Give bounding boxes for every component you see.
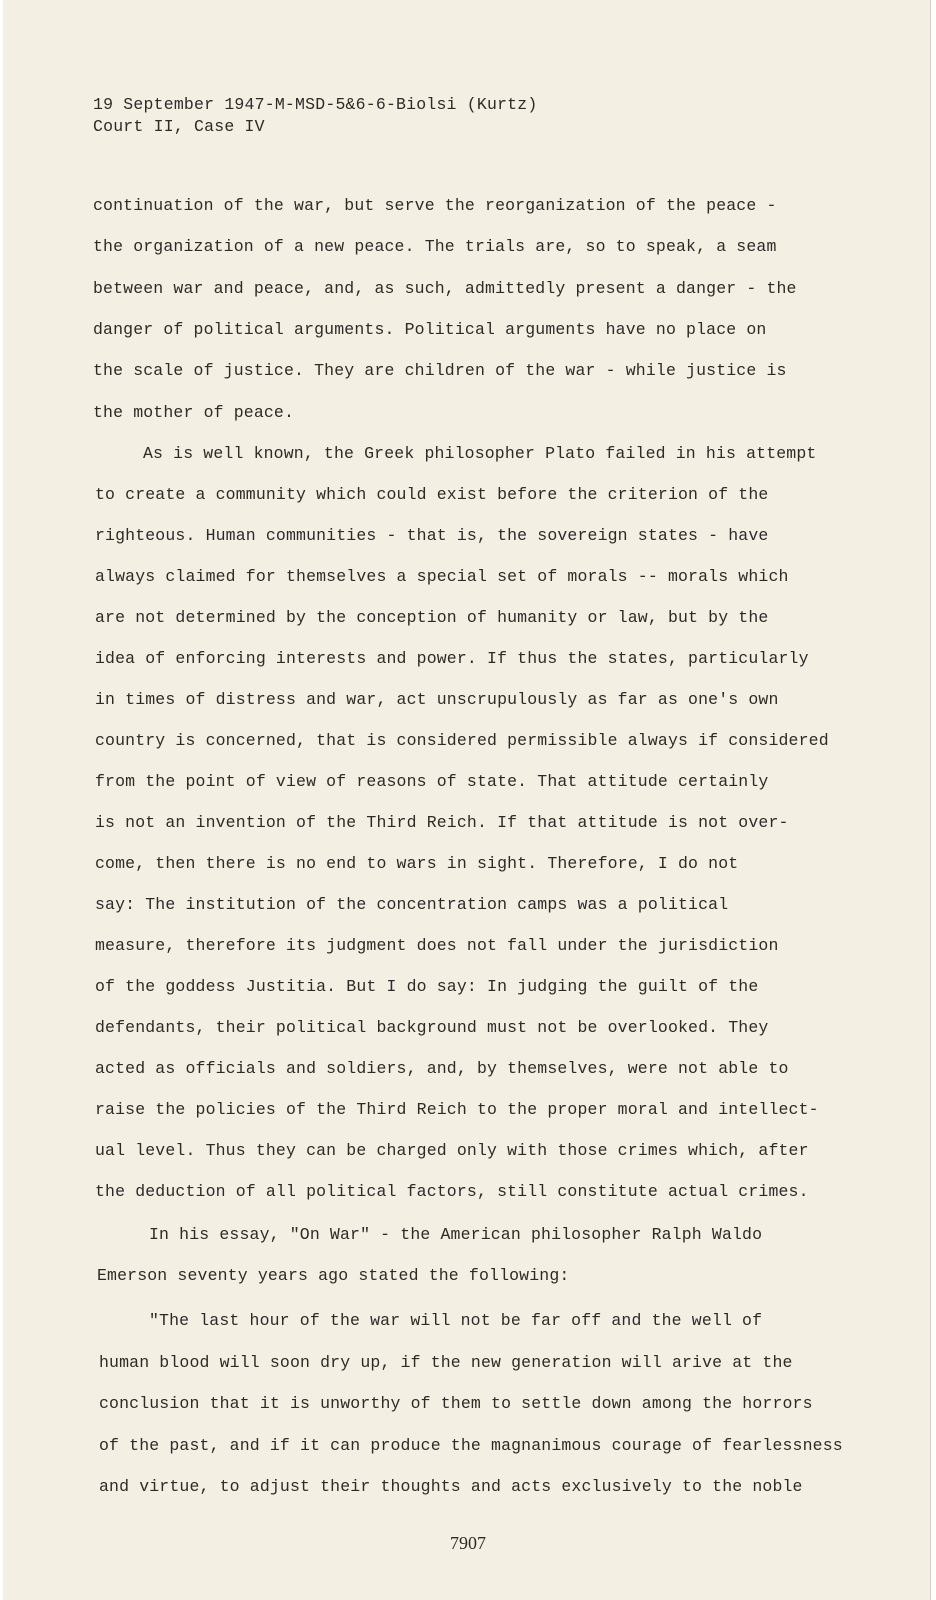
text-line: between war and peace, and, as such, admittedly present a danger - the [93,279,797,298]
text-line: always claimed for themselves a special set of morals -- morals which [95,567,789,586]
text-line: measure, therefore its judgment does not fall under the jurisdiction [95,936,779,955]
text-line: righteous. Human communities - that is, the sovereign states - have [95,526,769,545]
text-line: the organization of a new peace. The trials are, so to speak, a seam [93,237,777,256]
text-line: are not determined by the conception of humanity or law, but by the [95,608,769,627]
text-line: Emerson seventy years ago stated the following: [97,1266,570,1285]
text-line: of the past, and if it can produce the magnanimous courage of fearlessness [99,1436,843,1455]
document-header-date-line: 19 September 1947-M-MSD-5&6-6-Biolsi (Kurtz) [93,95,538,114]
text-line: the mother of peace. [93,403,295,422]
text-line: acted as officials and soldiers, and, by themselves, were not able to [95,1059,789,1078]
text-line: say: The institution of the concentration camps was a political [95,895,729,914]
document-page [3,0,931,1600]
paragraph-start-line: As is well known, the Greek philosopher Plato failed in his attempt [143,444,817,463]
text-line: is not an invention of the Third Reich. If that attitude is not over- [95,813,789,832]
text-line: in times of distress and war, act unscrupulously as far as one's own [95,690,779,709]
text-line: and virtue, to adjust their thoughts and acts exclusively to the noble [99,1477,803,1496]
text-line: continuation of the war, but serve the reorganization of the peace - [93,196,777,215]
text-line: to create a community which could exist before the criterion of the [95,485,769,504]
document-header-court-line: Court II, Case IV [93,117,265,136]
text-line: come, then there is no end to wars in sight. Therefore, I do not [95,854,739,873]
text-line: country is concerned, that is considered permissible always if considered [95,731,829,750]
paragraph-start-line: In his essay, "On War" - the American philosopher Ralph Waldo [149,1225,763,1244]
text-line: the scale of justice. They are children of the war - while justice is [93,361,787,380]
quotation-start-line: "The last hour of the war will not be far off and the well of [149,1311,763,1330]
page-number: 7907 [450,1533,486,1553]
text-line: danger of political arguments. Political arguments have no place on [93,320,767,339]
text-line: raise the policies of the Third Reich to the proper moral and intellect- [95,1100,819,1119]
text-line: defendants, their political background must not be overlooked. They [95,1018,769,1037]
text-line: ual level. Thus they can be charged only with those crimes which, after [95,1141,809,1160]
text-line: from the point of view of reasons of state. That attitude certainly [95,772,769,791]
text-line: the deduction of all political factors, still constitute actual crimes. [95,1182,809,1201]
text-line: conclusion that it is unworthy of them to settle down among the horrors [99,1394,813,1413]
text-line: of the goddess Justitia. But I do say: In judging the guilt of the [95,977,759,996]
text-line: idea of enforcing interests and power. If thus the states, particularly [95,649,809,668]
text-line: human blood will soon dry up, if the new generation will arive at the [99,1353,793,1372]
